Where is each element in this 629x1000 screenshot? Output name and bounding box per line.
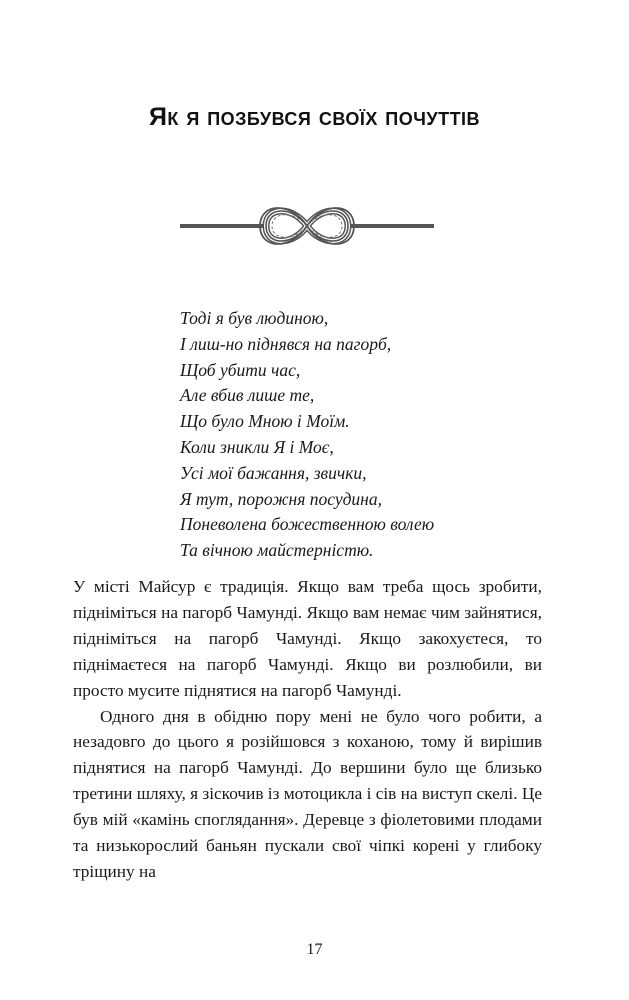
poem-line: Щоб убити час,: [180, 359, 301, 380]
poem-line: Та вічною майстерністю.: [180, 540, 374, 561]
poem-line: Поневолена божественною волею: [180, 514, 435, 535]
poem-line: Коли зникли Я і Моє,: [180, 436, 334, 457]
poem-line: І лиш-но піднявся на пагорб,: [180, 333, 392, 354]
poem-line: Я тут, порожня посудина,: [180, 488, 382, 509]
body-text: [73, 574, 542, 885]
page-number: 17: [306, 941, 323, 958]
infinity-knot: [260, 208, 354, 244]
paragraph: У місті Майсур є традиція. Якщо вам треба щось зробити, підніміться на пагорб Чамунді. Якщо вам немає чим зайнятися, підніміться на пагорб Чамунді. Якщо закохуєтеся, то піднімаєтеся на пагорб Чамунді. Якщо ви розлюбили, ви просто мусите піднятися на пагорб Чамунді.: [73, 577, 542, 700]
epigraph-poem: [180, 306, 540, 564]
poem-line: Що було Мною і Моїм.: [180, 411, 350, 432]
poem-line: Усі мої бажання, звички,: [180, 462, 367, 483]
paragraph: Одного дня в обідню пору мені не було чого робити, а незадовго до цього я розійшовся з коханою, тому й вирішив піднятися на пагорб Чамунді. До вершини було ще близько третини шляху, я зіскочив із мотоцикла і сів на виступ скелі. Це був мій «камінь споглядання». Деревце з фіолетовими плодами та низькорослий баньян пускали свої чіпкі корені у глибоку тріщину на: [73, 706, 543, 881]
chapter-title: Як я позбувся своїх почуттів: [148, 103, 481, 131]
poem-line: Але вбив лише те,: [180, 385, 315, 406]
infinity-knot-icon: [180, 198, 434, 254]
poem-line: Тоді я був людиною,: [180, 308, 329, 328]
